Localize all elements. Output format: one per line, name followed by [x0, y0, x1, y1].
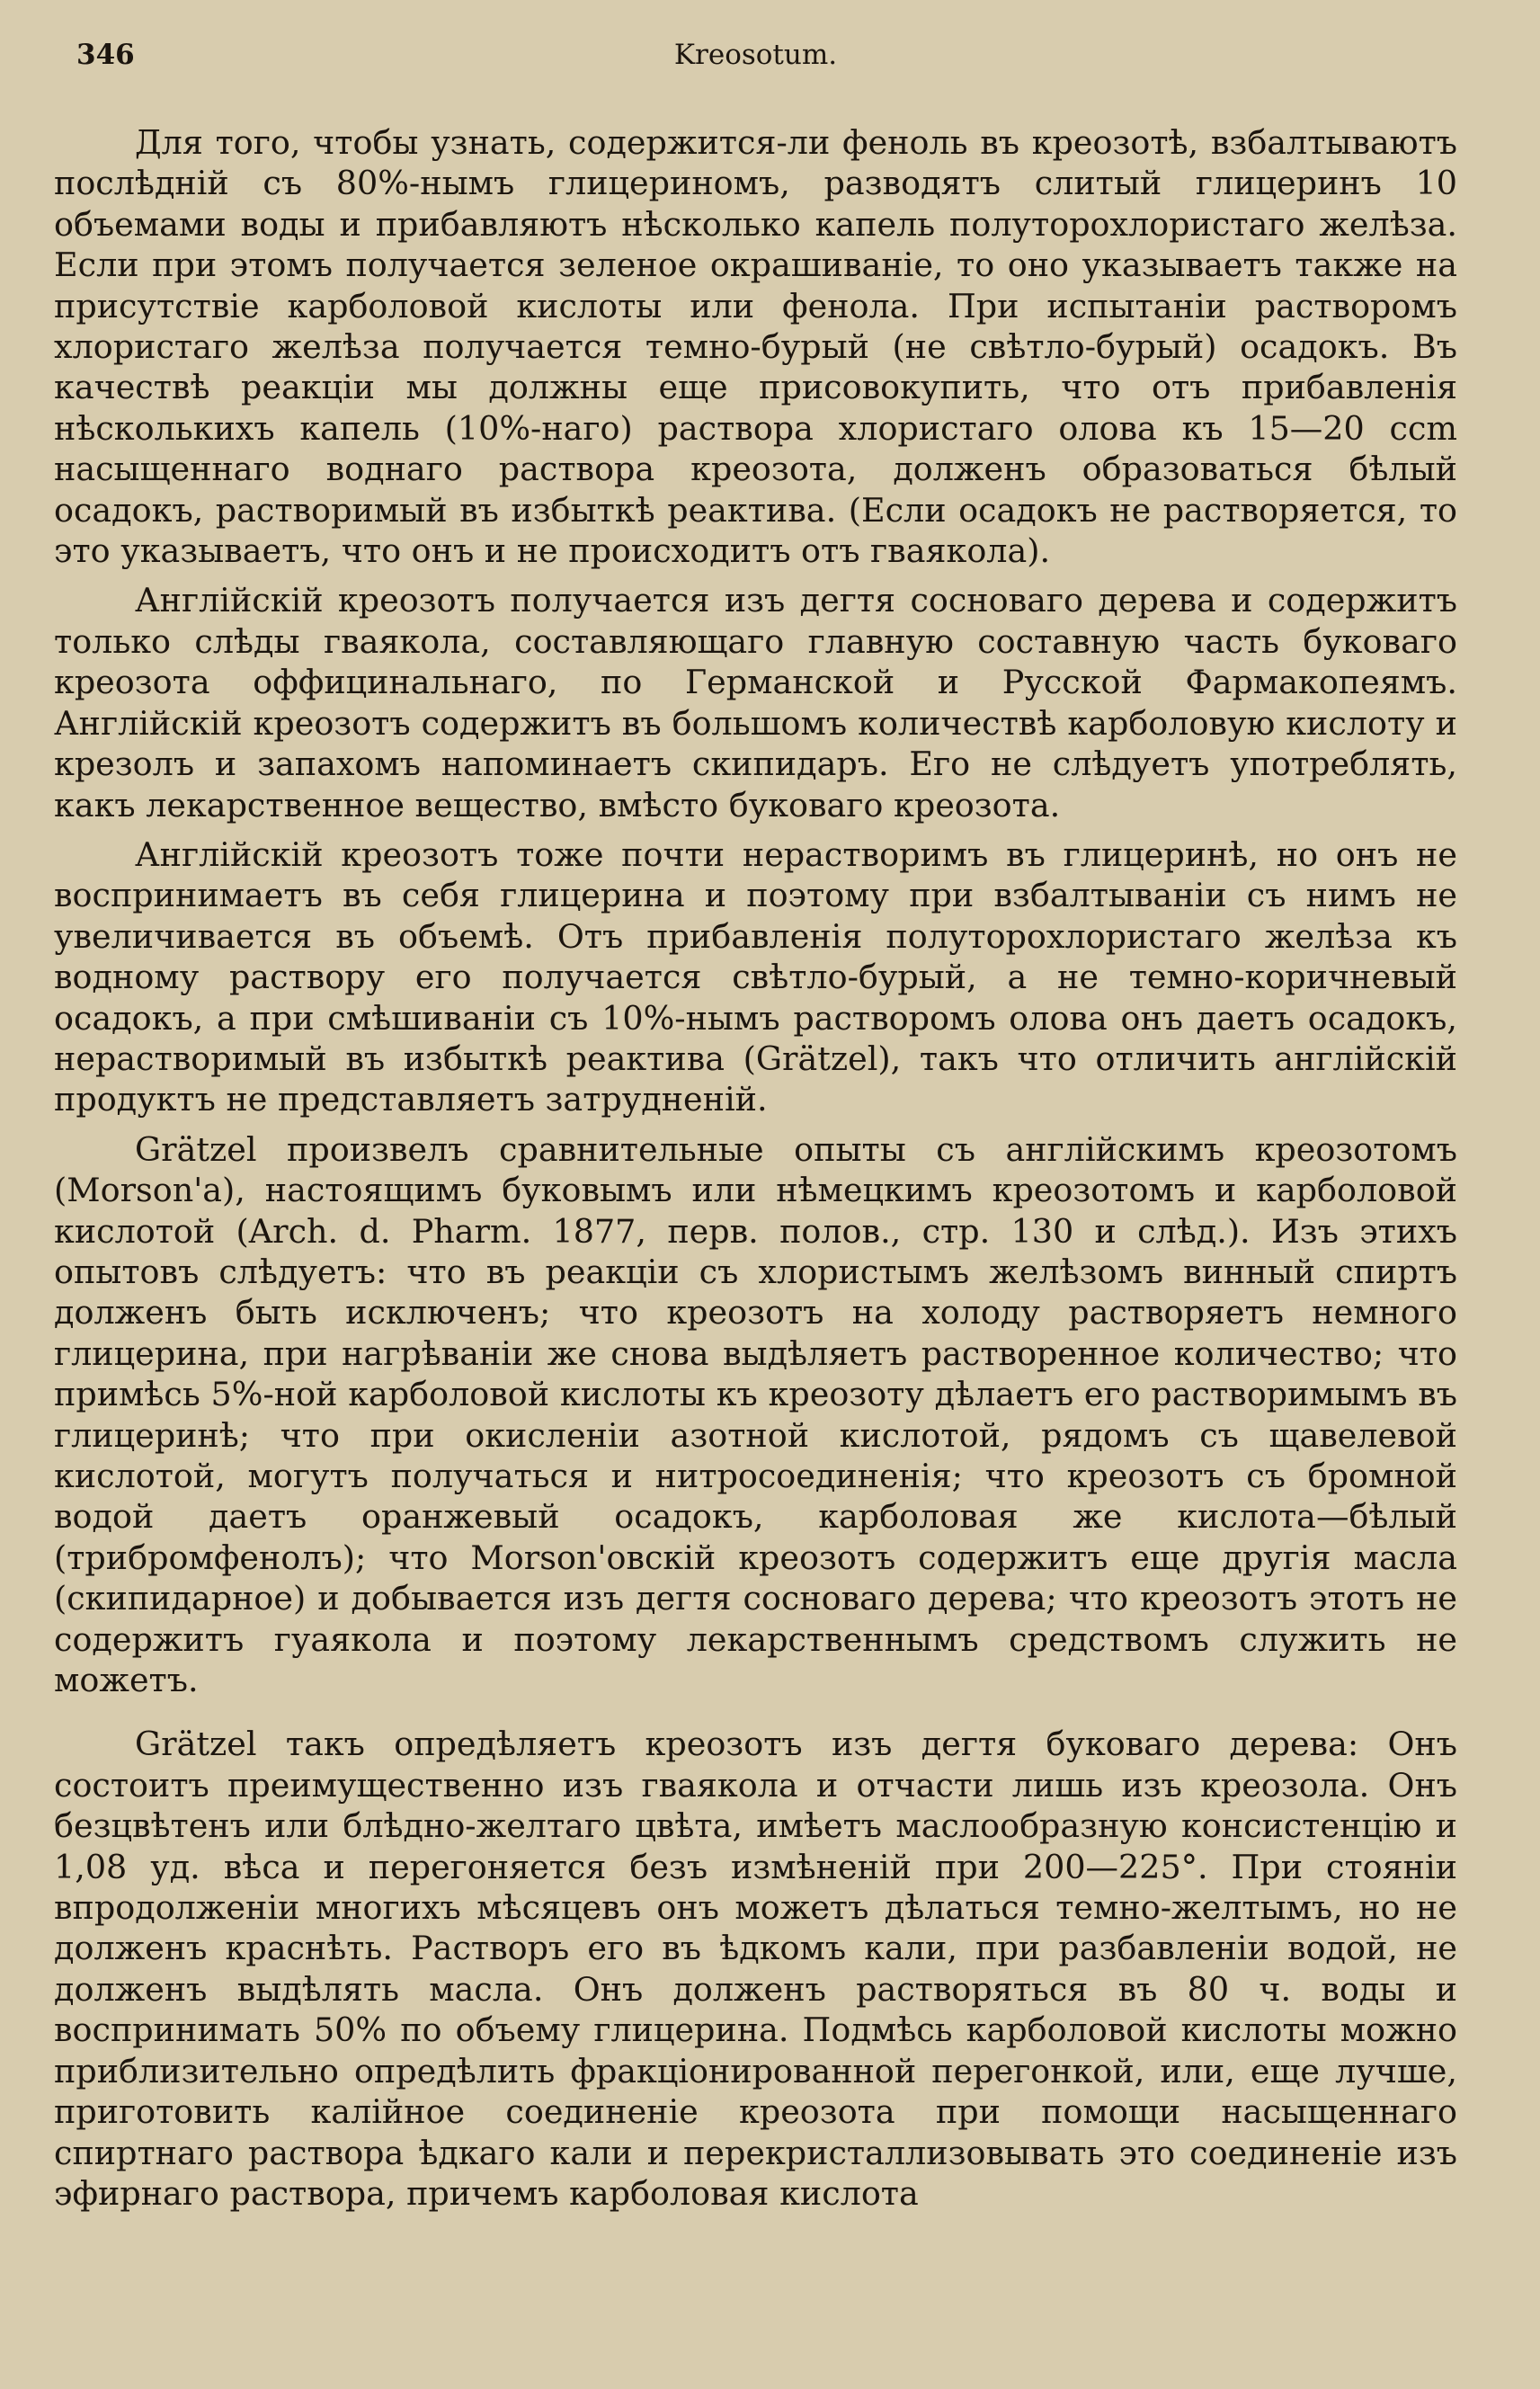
body-text	[54, 122, 1457, 2214]
paragraph-5: Grätzel такъ опредѣляетъ креозотъ изъ дегтя буковаго дерева: Онъ состоитъ преимущественно изъ гваякола и отчасти лишь изъ креозола. Онъ безцвѣтенъ или блѣдно-желтаго цвѣта, имѣетъ маслообразную консистенцію и 1,08 уд. вѣса и перегоняется безъ измѣненій при 200—225°. При стояніи впродолженіи многихъ мѣсяцевъ онъ можетъ дѣлаться темно-желтымъ, но не долженъ краснѣть. Растворъ его въ ѣдкомъ кали, при разбавленіи водой, не долженъ выдѣлять масла. Онъ долженъ растворяться въ 80 ч. воды и воспринимать 50% по объему глицерина. Подмѣсь карболовой кислоты можно приблизительно опредѣлить фракціонированной перегонкой, или, еще лучше, приготовить калійное соединеніе креозота при помощи насыщеннаго спиртнаго раствора ѣдкаго кали и перекристаллизовывать это соединеніе изъ эфирнаго раствора, причемъ карболовая кислота	[54, 1725, 1457, 2213]
paragraph-4: Grätzel произвелъ сравнительные опыты съ англійскимъ креозотомъ (Morson'a), настоящимъ буковымъ или нѣмецкимъ креозотомъ и карболовой кислотой (Arch. d. Pharm. 1877, перв. полов., стр. 130 и слѣд.). Изъ этихъ опытовъ слѣдуетъ: что въ реакціи съ хлористымъ желѣзомъ винный спиртъ долженъ быть исключенъ; что креозотъ на холоду растворяетъ немного глицерина, при нагрѣваніи же снова выдѣляетъ растворенное количество; что примѣсь 5%-ной карболовой кислоты къ креозоту дѣлаетъ его растворимымъ въ глицеринѣ; что при окисленіи азотной кислотой, рядомъ съ щавелевой кислотой, могутъ получаться и нитросоединенія; что креозотъ съ бромной водой даетъ оранжевый осадокъ, карболовая же кислота—бѣлый (трибромфенолъ); что Morson'овскій креозотъ содержитъ еще другія масла (скипидарное) и добывается изъ дегтя сосноваго дерева; что креозотъ этотъ не содержитъ гуаякола и поэтому лекарственнымъ средствомъ служить не можетъ.	[54, 1129, 1457, 1700]
paragraph-1: Для того, чтобы узнать, содержится-ли феноль въ креозотѣ, взбалтываютъ послѣдній съ 80%-нымъ глицериномъ, разводятъ слитый глицеринъ 10 объемами воды и прибавляютъ нѣсколько капель полуторохлористаго желѣза. Если при этомъ получается зеленое окрашиваніе, то оно указываетъ также на присутствіе карболовой кислоты или фенола. При испытаніи растворомъ хлористаго желѣза получается темно-бурый (не свѣтло-бурый) осадокъ. Въ качествѣ реакціи мы должны еще присовокупить, что отъ прибавленія нѣсколькихъ капель (10%-наго) раствора хлористаго олова къ 15—20 ccm насыщеннаго воднаго раствора креозота, долженъ образоваться бѣлый осадокъ, растворимый въ избыткѣ реактива. (Если осадокъ не растворяется, то это указываетъ, что онъ и не происходитъ отъ гваякола).	[54, 123, 1457, 571]
page-header	[54, 23, 1457, 86]
paragraph-2: Англійскій креозотъ получается изъ дегтя сосноваго дерева и содержитъ только слѣды гваякола, составляющаго главную составную часть буковаго креозота оффицинальнаго, по Германской и Русской Фармакопеямъ. Англійскій креозотъ содержитъ въ большомъ количествѣ карболовую кислоту и крезолъ и запахомъ напоминаетъ скипидаръ. Его не слѣдуетъ употреблять, какъ лекарственное вещество, вмѣсто буковаго креозота.	[54, 581, 1457, 825]
paragraph-3: Англійскій креозотъ тоже почти нерастворимъ въ глицеринѣ, но онъ не воспринимаетъ въ себя глицерина и поэтому при взбалтываніи съ нимъ не увеличивается въ объемѣ. Отъ прибавленія полуторохлористаго желѣза къ водному раствору его получается свѣтло-бурый, а не темно-коричневый осадокъ, а при смѣшиваніи съ 10%-нымъ растворомъ олова онъ даетъ осадокъ, нерастворимый въ избыткѣ реактива (Grätzel), такъ что отличить англійскій продуктъ не представляетъ затрудненій.	[54, 834, 1457, 1119]
running-head: Kreosotum.	[673, 39, 838, 71]
page-number: 346	[76, 39, 135, 71]
